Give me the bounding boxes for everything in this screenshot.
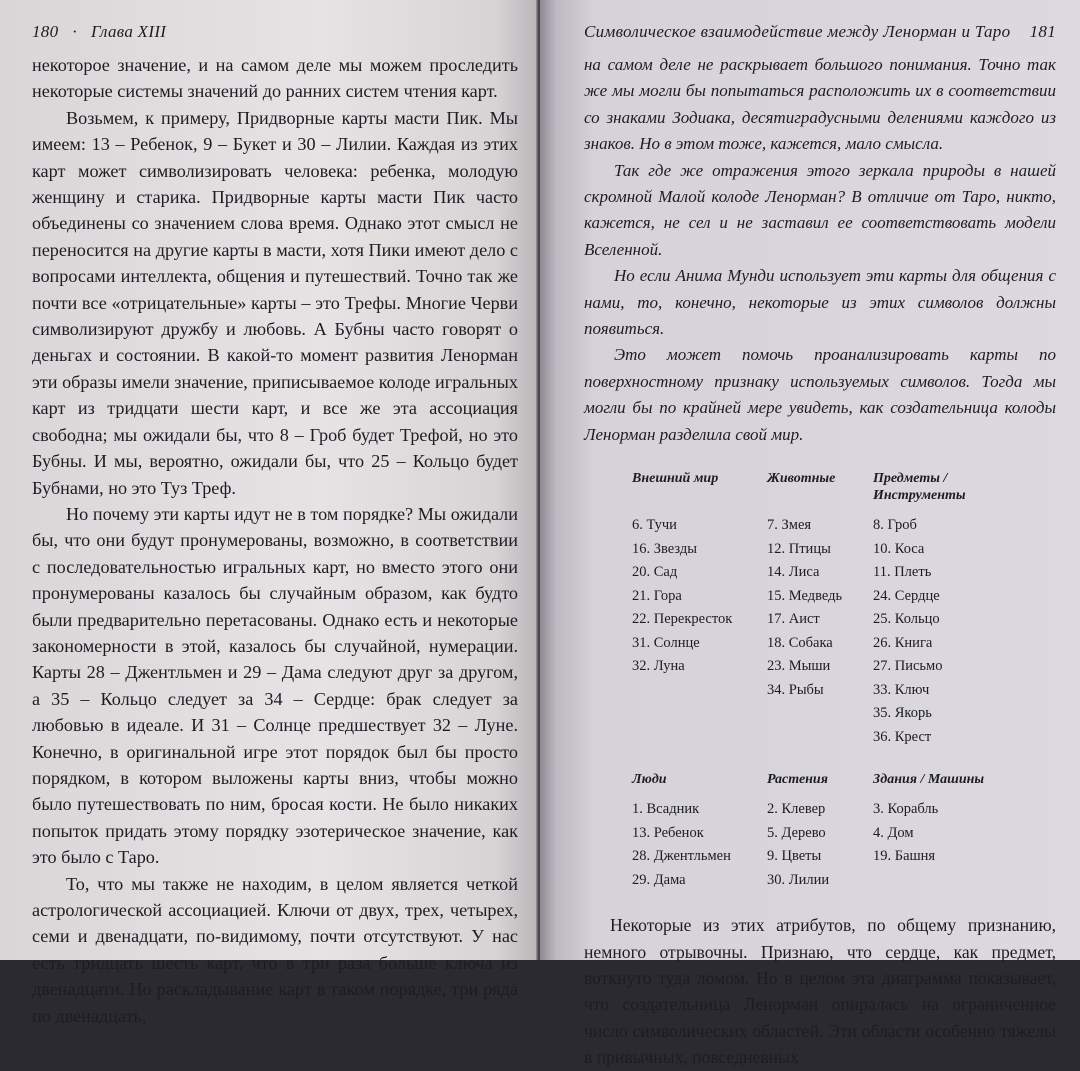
table-cell: 8. Гроб bbox=[873, 517, 917, 534]
table-cell: 4. Дом bbox=[873, 824, 914, 841]
table-cell: 22. Перекресток bbox=[632, 611, 733, 628]
table-cell: 28. Джентльмен bbox=[632, 848, 731, 865]
paragraph: Но почему эти карты идут не в том порядке? Мы ожидали бы, что они будут пронумерованы, возможно, в соответствии с последовательностью игральных карт, но вместо этого они пронумерованы казалось бы случайным образом, как будто были предварительно перетасованы. Однако есть и некоторые закономерности в этой, казалось бы случайной, нумерации. Карты 28 – Джентльмен и 29 – Дама следуют друг за другом, а 35 – Кольцо следует за 34 – Сердце: брак следует за любовью в идеале. И 31 – Солнце предшествует 32 – Луне. Конечно, в оригинальной игре этот порядок был бы просто порядком, в котором выложены карты вниз, чтобы можно было путешествовать по ним, бросая кости. Не было никаких попыток придать этому порядку эзотерическое значение, как это было с Таро. bbox=[32, 503, 518, 868]
paragraph: Возьмем, к примеру, Придворные карты масти Пик. Мы имеем: 13 – Ребенок, 9 – Букет и 30 – Лилии. Каждая из этих карт может символизировать человека: ребенка, молодую женщину и старика. Придворные карты масти Пик часто объединены со значением слова время. Однако этот смысл не переносится на другие карты в масти, хотя Пики имеют дело с вопросами интеллекта, общения и путешествий. Точно так же почти все «отрицательные» карты – это Трефы. Многие Черви символизируют дружбу и любовь. А Бубны часто говорят о деньгах и состоянии. В какой-то момент развития Ленорман эти образы имели значение, приписываемое колоде игральных карт из тридцати шести карт, и все же эта ассоциация свободна; мы ожидали бы, что 8 – Гроб будет Трефой, но это Бубны. И мы, вероятно, ожидали бы, что 25 – Кольцо будет Бубнами, но это Туз Треф. bbox=[32, 107, 518, 498]
table-cell bbox=[873, 869, 1013, 893]
paragraph: Это может помочь проанализировать карты по поверхностному признаку используемых символов. Тогда мы могли бы по крайней мере увидеть, как создательница колоды Ленорман разделила свой мир. bbox=[584, 345, 1056, 444]
paragraph: Так где же отражения этого зеркала природы в нашей скромной Малой колоде Ленорман? В отличие от Таро, никто, кажется, не сел и не заставил ее соответствовать модели Вселенной. bbox=[584, 160, 1056, 259]
chapter-title: Глава XIII bbox=[90, 22, 167, 41]
table-cell bbox=[632, 679, 767, 703]
table-cell: 25. Кольцо bbox=[873, 611, 940, 628]
table-header: Животные bbox=[767, 471, 836, 487]
paragraph: Некоторые из этих атрибутов, по общему признанию, немного отрывочны. Признаю, что сердце, как предмет, воткнуто туда ломом. Но в целом эта диаграмма показывает, что создательница Ленорман опиралась на ограниченное число символических областей. Эти области особенно тяжелы в привычных, повседневных bbox=[584, 915, 1056, 1068]
right-running-head bbox=[584, 22, 1056, 52]
table-cell: 12. Птицы bbox=[767, 540, 831, 557]
table-cell: 14. Лиса bbox=[767, 564, 820, 581]
table-cell: 29. Дама bbox=[632, 871, 686, 888]
table-cell bbox=[632, 702, 767, 726]
closing-text bbox=[584, 912, 1056, 1070]
table-header: Люди bbox=[632, 772, 667, 788]
left-running-head bbox=[32, 22, 518, 52]
table-cell: 35. Якорь bbox=[873, 705, 932, 722]
table-cell: 15. Медведь bbox=[767, 587, 843, 604]
paragraph: некоторое значение, и на самом деле мы можем проследить некоторые системы значений до ранних систем чтения карт. bbox=[32, 55, 518, 102]
table-cell: 11. Плеть bbox=[873, 564, 932, 581]
running-title: Символическое взаимодействие между Ленорман и Таро bbox=[584, 22, 1011, 41]
table-cell: 33. Ключ bbox=[873, 681, 930, 698]
left-body-text bbox=[32, 52, 518, 1029]
table-cell: 27. Письмо bbox=[873, 658, 943, 675]
table-cell: 3. Корабль bbox=[873, 801, 939, 818]
table-cell: 30. Лилии bbox=[767, 871, 830, 888]
table-cell: 32. Луна bbox=[632, 658, 685, 675]
table-cell bbox=[632, 726, 767, 750]
table-cell: 36. Крест bbox=[873, 728, 932, 745]
table-cell: 9. Цветы bbox=[767, 848, 822, 865]
table-header: Предметы / Инструменты bbox=[873, 471, 966, 504]
table-header: Здания / Машины bbox=[873, 772, 985, 788]
paragraph: Но если Анима Мунди использует эти карты для общения с нами, то, конечно, некоторые из этих символов должны появиться. bbox=[584, 266, 1056, 339]
table-cell: 6. Тучи bbox=[632, 517, 677, 534]
left-page-number: 180 bbox=[32, 22, 59, 41]
table-header: Растения bbox=[767, 772, 828, 788]
table-cell bbox=[767, 726, 873, 750]
table-cell: 24. Сердце bbox=[873, 587, 940, 604]
table-cell bbox=[767, 702, 873, 726]
table-cell: 20. Сад bbox=[632, 564, 678, 581]
table-cell: 31. Солнце bbox=[632, 634, 700, 651]
symbol-table-2 bbox=[632, 771, 1056, 892]
table-cell: 17. Аист bbox=[767, 611, 820, 628]
table-cell: 23. Мыши bbox=[767, 658, 831, 675]
right-italic-text bbox=[584, 52, 1056, 448]
table-cell: 16. Звезды bbox=[632, 540, 697, 557]
table-cell: 34. Рыбы bbox=[767, 681, 824, 698]
left-page bbox=[0, 0, 538, 1026]
table-cell: 7. Змея bbox=[767, 517, 812, 534]
table-cell: 2. Клевер bbox=[767, 801, 826, 818]
table-cell: 21. Гора bbox=[632, 587, 682, 604]
right-page-number: 181 bbox=[1029, 22, 1056, 41]
symbol-tables bbox=[632, 470, 1056, 892]
table-cell: 1. Всадник bbox=[632, 801, 700, 818]
table-cell: 18. Собака bbox=[767, 634, 833, 651]
table-cell: 5. Дерево bbox=[767, 824, 826, 841]
running-head-separator: · bbox=[72, 22, 77, 41]
table-cell: 19. Башня bbox=[873, 848, 936, 865]
paragraph: То, что мы также не находим, в целом является четкой астрологической ассоциацией. Ключи от двух, трех, четырех, семи и двенадцати, по-видимому, почти отсутствуют. У нас есть тридцать шесть карт, что в три раза больше ключа из двенадцати. Но раскладывание карт в таком порядке, три ряда по двенадцать, bbox=[32, 873, 518, 1026]
paragraph: на самом деле не раскрывает большого понимания. Точно так же мы могли бы попытаться расположить их в соответствии со знаками Зодиака, десятиградусными делениями каждого из знаков. Но в этом тоже, кажется, мало смысла. bbox=[584, 55, 1056, 154]
right-page bbox=[540, 0, 1080, 1068]
symbol-table-1 bbox=[632, 470, 1056, 749]
table-header: Внешний мир bbox=[632, 471, 719, 487]
table-cell: 26. Книга bbox=[873, 634, 933, 651]
table-cell: 10. Коса bbox=[873, 540, 925, 557]
table-cell: 13. Ребенок bbox=[632, 824, 704, 841]
